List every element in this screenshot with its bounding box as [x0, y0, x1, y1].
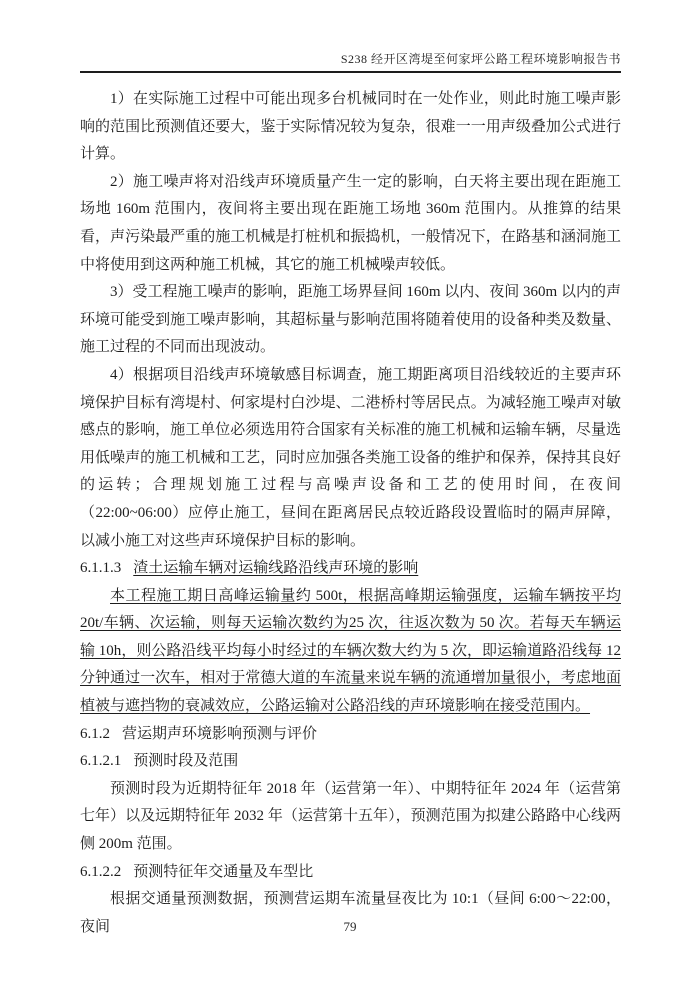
section-heading-6-1-1-3 [80, 555, 621, 583]
section-title: 渣土运输车辆对运输线路沿线声环境的影响 [133, 560, 419, 577]
paragraph-construction-noise-4: 4）根据项目沿线声环境敏感目标调查，施工期距离项目沿线较近的主要声环境保护目标有湾堤村、何家堤村白沙堤、二港桥村等居民点。为减轻施工噪声对敏感点的影响，施工单位必须选用符合国家有关标准的施工机械和运输车辆，尽量选用低噪声的施工机械和工艺，同时应加强各类施工设备的维护和保养，保持其良好的运转；合理规划施工过程与高噪声设备和工艺的使用时间，在夜间（22:00~06:00）应停止施工，昼间在距离居民点较近路段设置临时的隔声屏障，以减小施工对这些声环境保护目标的影响。 [80, 366, 621, 549]
paragraph-transport-noise-underlined: 本工程施工期日高峰运输量约 500t，根据高峰期运输强度，运输车辆按平均 20t/车辆、次运输，则每天运输次数约为25 次，往返次数为 50 次。若每天车辆运输 10h，则公路沿线平均每小时经过的车辆次数大约为 5 次，即运输道路沿线每 12 分钟通过一次车，相对于常德大道的车流量来说车辆的流通增加量很小，考虑地面植被与遮挡物的衰减效应，公路运输对公路沿线的声环境影响在接受范围内。 [80, 587, 621, 715]
header-divider-line [80, 71, 621, 73]
paragraph-prediction-period: 预测时段为近期特征年 2018 年（运营第一年）、中期特征年 2024 年（运营第七年）以及远期特征年 2032 年（运营第十五年），预测范围为拟建公路路中心线两侧 200m 范围。 [80, 780, 621, 853]
section-title: 预测时段及范围 [133, 753, 239, 770]
section-heading-6-1-2-2 [80, 859, 621, 887]
paragraph-construction-noise-3: 3）受工程施工噪声的影响，距施工场界昼间 160m 以内、夜间 360m 以内的声环境可能受到施工噪声影响，其超标量与影响范围将随着使用的设备种类及数量、施工过程的不同而出现波动。 [80, 284, 621, 356]
section-number: 6.1.2.1 [80, 753, 122, 770]
page-number: 79 [343, 919, 357, 934]
section-number: 6.1.1.3 [80, 560, 122, 577]
paragraph-traffic-volume: 根据交通量预测数据，预测营运期车流量昼夜比为 10:1（昼间 6:00～22:00，夜间 [80, 891, 621, 935]
section-number: 6.1.2 [80, 725, 110, 742]
report-header-title: S238 经开区湾堤至何家坪公路工程环境影响报告书 [340, 52, 621, 66]
section-title: 预测特征年交通量及车型比 [133, 863, 314, 880]
section-number: 6.1.2.2 [80, 863, 122, 880]
page-header [80, 0, 621, 74]
section-title: 营运期声环境影响预测与评价 [122, 725, 318, 742]
paragraph-construction-noise-1: 1）在实际施工过程中可能出现多台机械同时在一处作业，则此时施工噪声影响的范围比预测值还要大，鉴于实际情况较为复杂，很难一一用声级叠加公式进行计算。 [80, 91, 621, 163]
document-body [80, 86, 621, 941]
page-footer [0, 919, 700, 935]
paragraph-construction-noise-2: 2）施工噪声将对沿线声环境质量产生一定的影响，白天将主要出现在距施工场地 160m 范围内，夜间将主要出现在距施工场地 360m 范围内。从推算的结果看，声污染最严重的施工机械是打桩机和振捣机，一般情况下，在路基和涵洞施工中将使用到这两种施工机械，其它的施工机械噪声较低。 [80, 173, 621, 273]
section-heading-6-1-2 [80, 721, 621, 749]
section-heading-6-1-2-1 [80, 748, 621, 776]
